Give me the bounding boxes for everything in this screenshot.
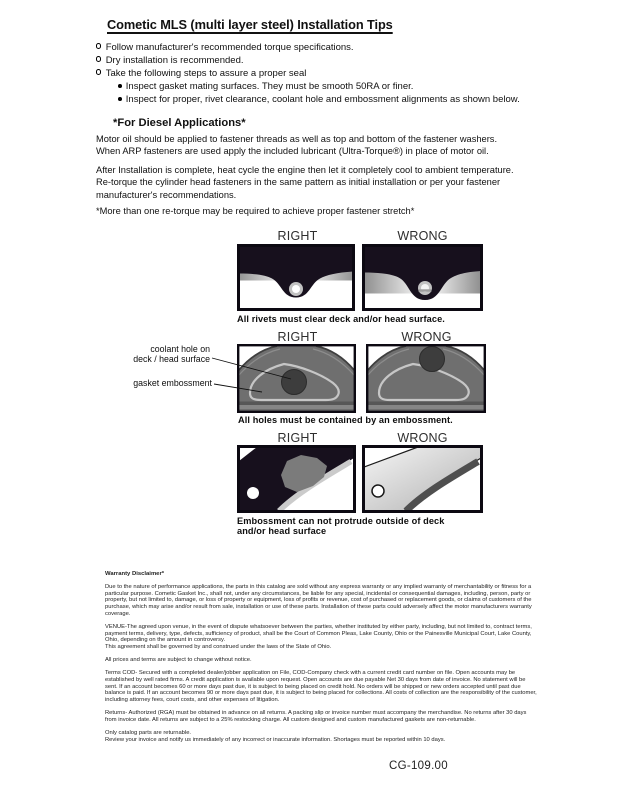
page-title: Cometic MLS (multi layer steel) Installation Tips xyxy=(107,17,393,32)
callout-text: coolant hole on xyxy=(150,344,210,354)
legal-paragraph: This agreement shall be governed by and construed under the laws of the State of Ohio. xyxy=(105,644,332,651)
diagram-embossment-right xyxy=(237,344,356,413)
right-label: RIGHT xyxy=(277,229,318,243)
diagram-caption: All rivets must clear deck and/or head surface. xyxy=(237,314,445,324)
legal-paragraph: Returns- Authorized (RGA) must be obtained in advance on all returns. A packing slip or invoice number must accompany the merchandise. No returns after 30 days from invoice date. All returns are subject to a 25% restocking charge. All custom designed and custom manufactured gaskets are non-returnable. xyxy=(105,710,527,723)
legal-paragraph: Due to the nature of performance applications, the parts in this catalog are sold without any express warranty or any implied warranty of merchantability or fitness for a particular purpose. Cometic Gasket Inc., shall not, under any circumstances, be liable for any special, incidental or consequential damages, including, person, party or property, but not limited to, damage, or loss of property or equipment, loss of profits or revenue, cost of purchased or replacement goods, or claims of customers of the purchase, which may arise and/or result from sale, installation or use of these parts. Installation of these parts could adversely affect the motor manufacturers warranty coverage. xyxy=(105,583,532,617)
wrong-label: WRONG xyxy=(397,229,448,243)
legal-paragraph: All prices and terms are subject to change without notice. xyxy=(105,657,252,664)
retorque-note: *More than one re-torque may be required to achieve proper fastener stretch* xyxy=(96,206,415,216)
diesel-section-heading: *For Diesel Applications* xyxy=(113,117,246,129)
diesel-paragraph: After Installation is complete, heat cycle the engine then let it completely cool to ambient temperature. Re-torque the cylinder head fasteners in the same pattern as initial installation or per your fastener manufacturer's recommendations. xyxy=(96,165,514,200)
diagram-protrusion-wrong xyxy=(362,445,483,513)
diagram-protrusion-right xyxy=(237,445,356,513)
list-item: Follow manufacturer's recommended torque specifications. xyxy=(96,41,556,54)
wrong-label: WRONG xyxy=(401,330,452,344)
coolant-hole-callout xyxy=(98,345,210,365)
right-label: RIGHT xyxy=(277,431,318,445)
installation-tips-list xyxy=(96,41,556,106)
diesel-paragraph: Motor oil should be applied to fastener threads as well as top and bottom of the fastener washers. When ARP fasteners are used apply the included lubricant (Ultra-Torque®) in place of motor oil. xyxy=(96,134,498,157)
legal-paragraph: Review your invoice and notify us immediately of any incorrect or inaccurate information. Shortages must be reported within 10 days. xyxy=(105,736,446,743)
wrong-label: WRONG xyxy=(397,431,448,445)
list-item: Take the following steps to assure a proper seal xyxy=(96,67,556,80)
gasket-embossment-callout xyxy=(98,379,212,389)
list-item: Dry installation is recommended. xyxy=(96,54,556,67)
legal-paragraph: VENUE-The agreed upon venue, in the event of dispute whatsoever between the parties, whether instituted by either party, including, but not limited to, contract terms, payment terms, delivery, type, defects, sufficiency of product, shall be the Court of Common Pleas, Lake County, Ohio or the Painesville Municipal Court, Lake County, Ohio, depending on the amount in controversy. xyxy=(105,623,532,644)
legal-disclaimer xyxy=(105,571,539,743)
legal-paragraph: Only catalog parts are returnable. xyxy=(105,729,192,736)
legal-heading: Warranty Disclaimer* xyxy=(105,571,165,577)
page-number: CG-109.00 xyxy=(389,760,448,772)
diagram-caption: and/or head surface xyxy=(237,526,327,536)
diagram-rivet-right xyxy=(237,244,355,311)
list-item: Inspect gasket mating surfaces. They must be smooth 50RA or finer. xyxy=(118,80,556,93)
list-item: Inspect for proper, rivet clearance, coolant hole and embossment alignments as shown below. xyxy=(118,93,556,106)
diagram-caption: Embossment can not protrude outside of deck xyxy=(237,516,445,526)
legal-paragraph: Terms COD- Secured with a completed dealer/jobber application on File, COD-Company check with a current credit card number on file. Open accounts may be established by well rated firms. A credit application is available upon request. Open accounts are due payable Net 30 days from date of invoice. No statement will be sent. If an account becomes 60 or more days past due, it is subject to being placed on credit hold. No orders will be shipped or new orders accepted until past due balance is paid. If an account becomes 90 or more days past due, it is subject to being placed for collections. All costs of collection are the responsibility of the customer, including attorney fees, court costs, and other expenses of litigation. xyxy=(105,670,537,704)
callout-text: deck / head surface xyxy=(133,353,210,364)
diagram-rivet-wrong xyxy=(362,244,483,311)
callout-text: gasket embossment xyxy=(133,378,212,388)
diagram-embossment-wrong xyxy=(366,344,486,413)
diagram-caption: All holes must be contained by an embossment. xyxy=(238,415,453,425)
right-label: RIGHT xyxy=(277,330,318,344)
